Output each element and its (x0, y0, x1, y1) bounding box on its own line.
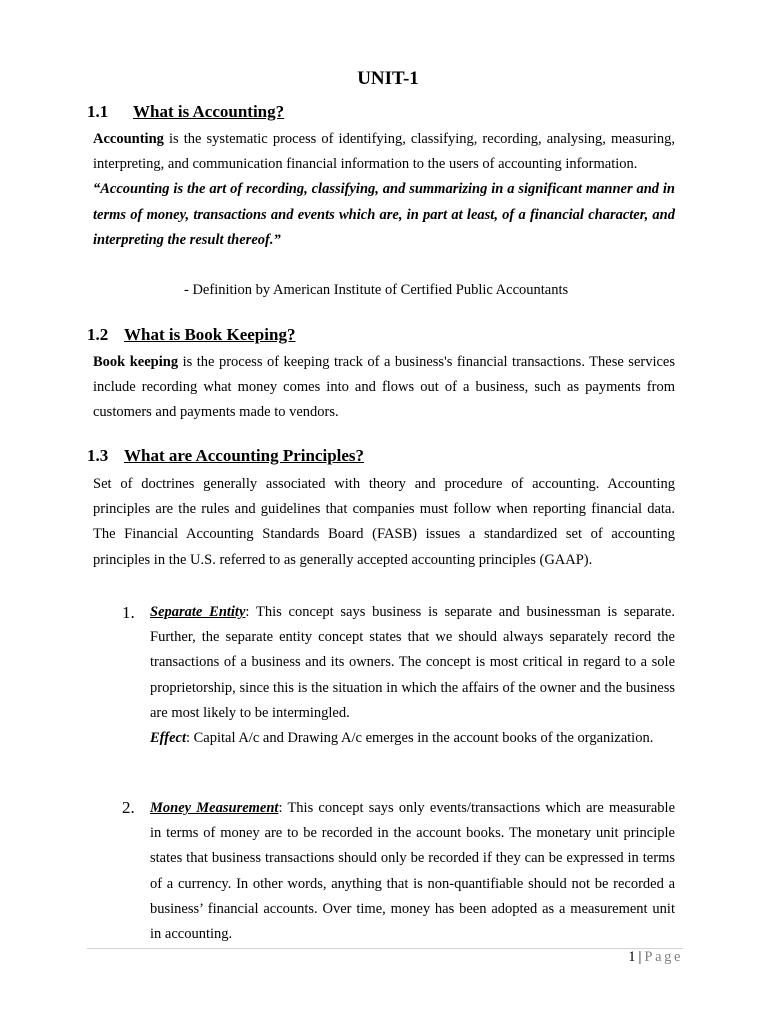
section-paragraph: Set of doctrines generally associated with theory and procedure of accounting. Accounting principles are the rules and guidelines that companies must follow when reporting financial data. The Financial Accounting Standards Board (FASB) issues a standardized set of accounting principles in the U.S. referred to as generally accepted accounting principles (GAAP). (93, 476, 675, 568)
footer-separator: | (638, 949, 642, 965)
list-item-number: 1. (122, 603, 135, 622)
section-paragraph (93, 127, 675, 253)
section-number: 1.2 (87, 325, 109, 344)
section-paragraph (93, 350, 675, 426)
quote-close: .” (269, 231, 281, 248)
list-item-number: 2. (122, 798, 135, 817)
section-number: 1.1 (87, 102, 109, 121)
section-heading-accounting (87, 102, 284, 122)
effect-label: Effect (150, 730, 186, 747)
section-title: What is Accounting? (133, 102, 285, 121)
section-heading-book-keeping (87, 325, 295, 345)
section-title: What is Book Keeping? (124, 325, 296, 344)
page-number: 1 (628, 949, 636, 965)
paragraph-text: is the process of keeping track of a business's financial transactions. These services include recording what money comes into and flows out of a business, such as payments from customers and payments made to vendors. (93, 354, 675, 421)
page-label: Page (644, 949, 683, 965)
effect-text: : Capital A/c and Drawing A/c emerges in the account books of the organization. (185, 730, 654, 747)
principle-text: : This concept says business is separate and businessman is separate. Further, the separate entity concept states that we should always separately record the transactions of a business and its owners. The concept is most critical in regard to a sole proprietorship, since this is the situation in which the affairs of the owner and the business are most likely to be intermingled. (150, 604, 675, 721)
paragraph-text: is the systematic process of identifying, classifying, recording, analysing, measuring, interpreting, and communication financial information to the users of accounting information. (93, 131, 675, 173)
lead-term: Accounting (93, 131, 164, 147)
page-title: UNIT-1 (357, 68, 419, 89)
section-heading-accounting-principles (87, 446, 364, 466)
footer-divider (87, 948, 683, 949)
section-number: 1.3 (87, 446, 109, 465)
definition-quote (93, 181, 675, 247)
principle-text: : This concept says only events/transactions which are measurable in terms of money are to be recorded in the account books. The monetary unit principle states that business transactions should only be recorded if they can be expressed in terms of a currency. In other words, anything that is non-quantifiable should not be recorded a business’ financial accounts. Over time, money has been adopted as a measurement unit in accounting. (150, 800, 676, 943)
principle-term: Separate Entity (150, 604, 246, 620)
lead-term: Book keeping (93, 354, 179, 370)
quote-text: Accounting is the art of recording, classifying, and summarizing in a significant manner and in terms of money, transactions and events which are, in part at least, of a financial character, and interpreting the result thereof (93, 181, 675, 248)
page-footer (628, 949, 683, 966)
list-item (150, 600, 675, 751)
principle-term: Money Measurement (150, 800, 279, 816)
quote-open: “ (93, 181, 101, 198)
quote-attribution: - Definition by American Institute of Certified Public Accountants (184, 282, 569, 298)
section-title: What are Accounting Principles? (124, 446, 365, 465)
list-item (150, 796, 675, 947)
